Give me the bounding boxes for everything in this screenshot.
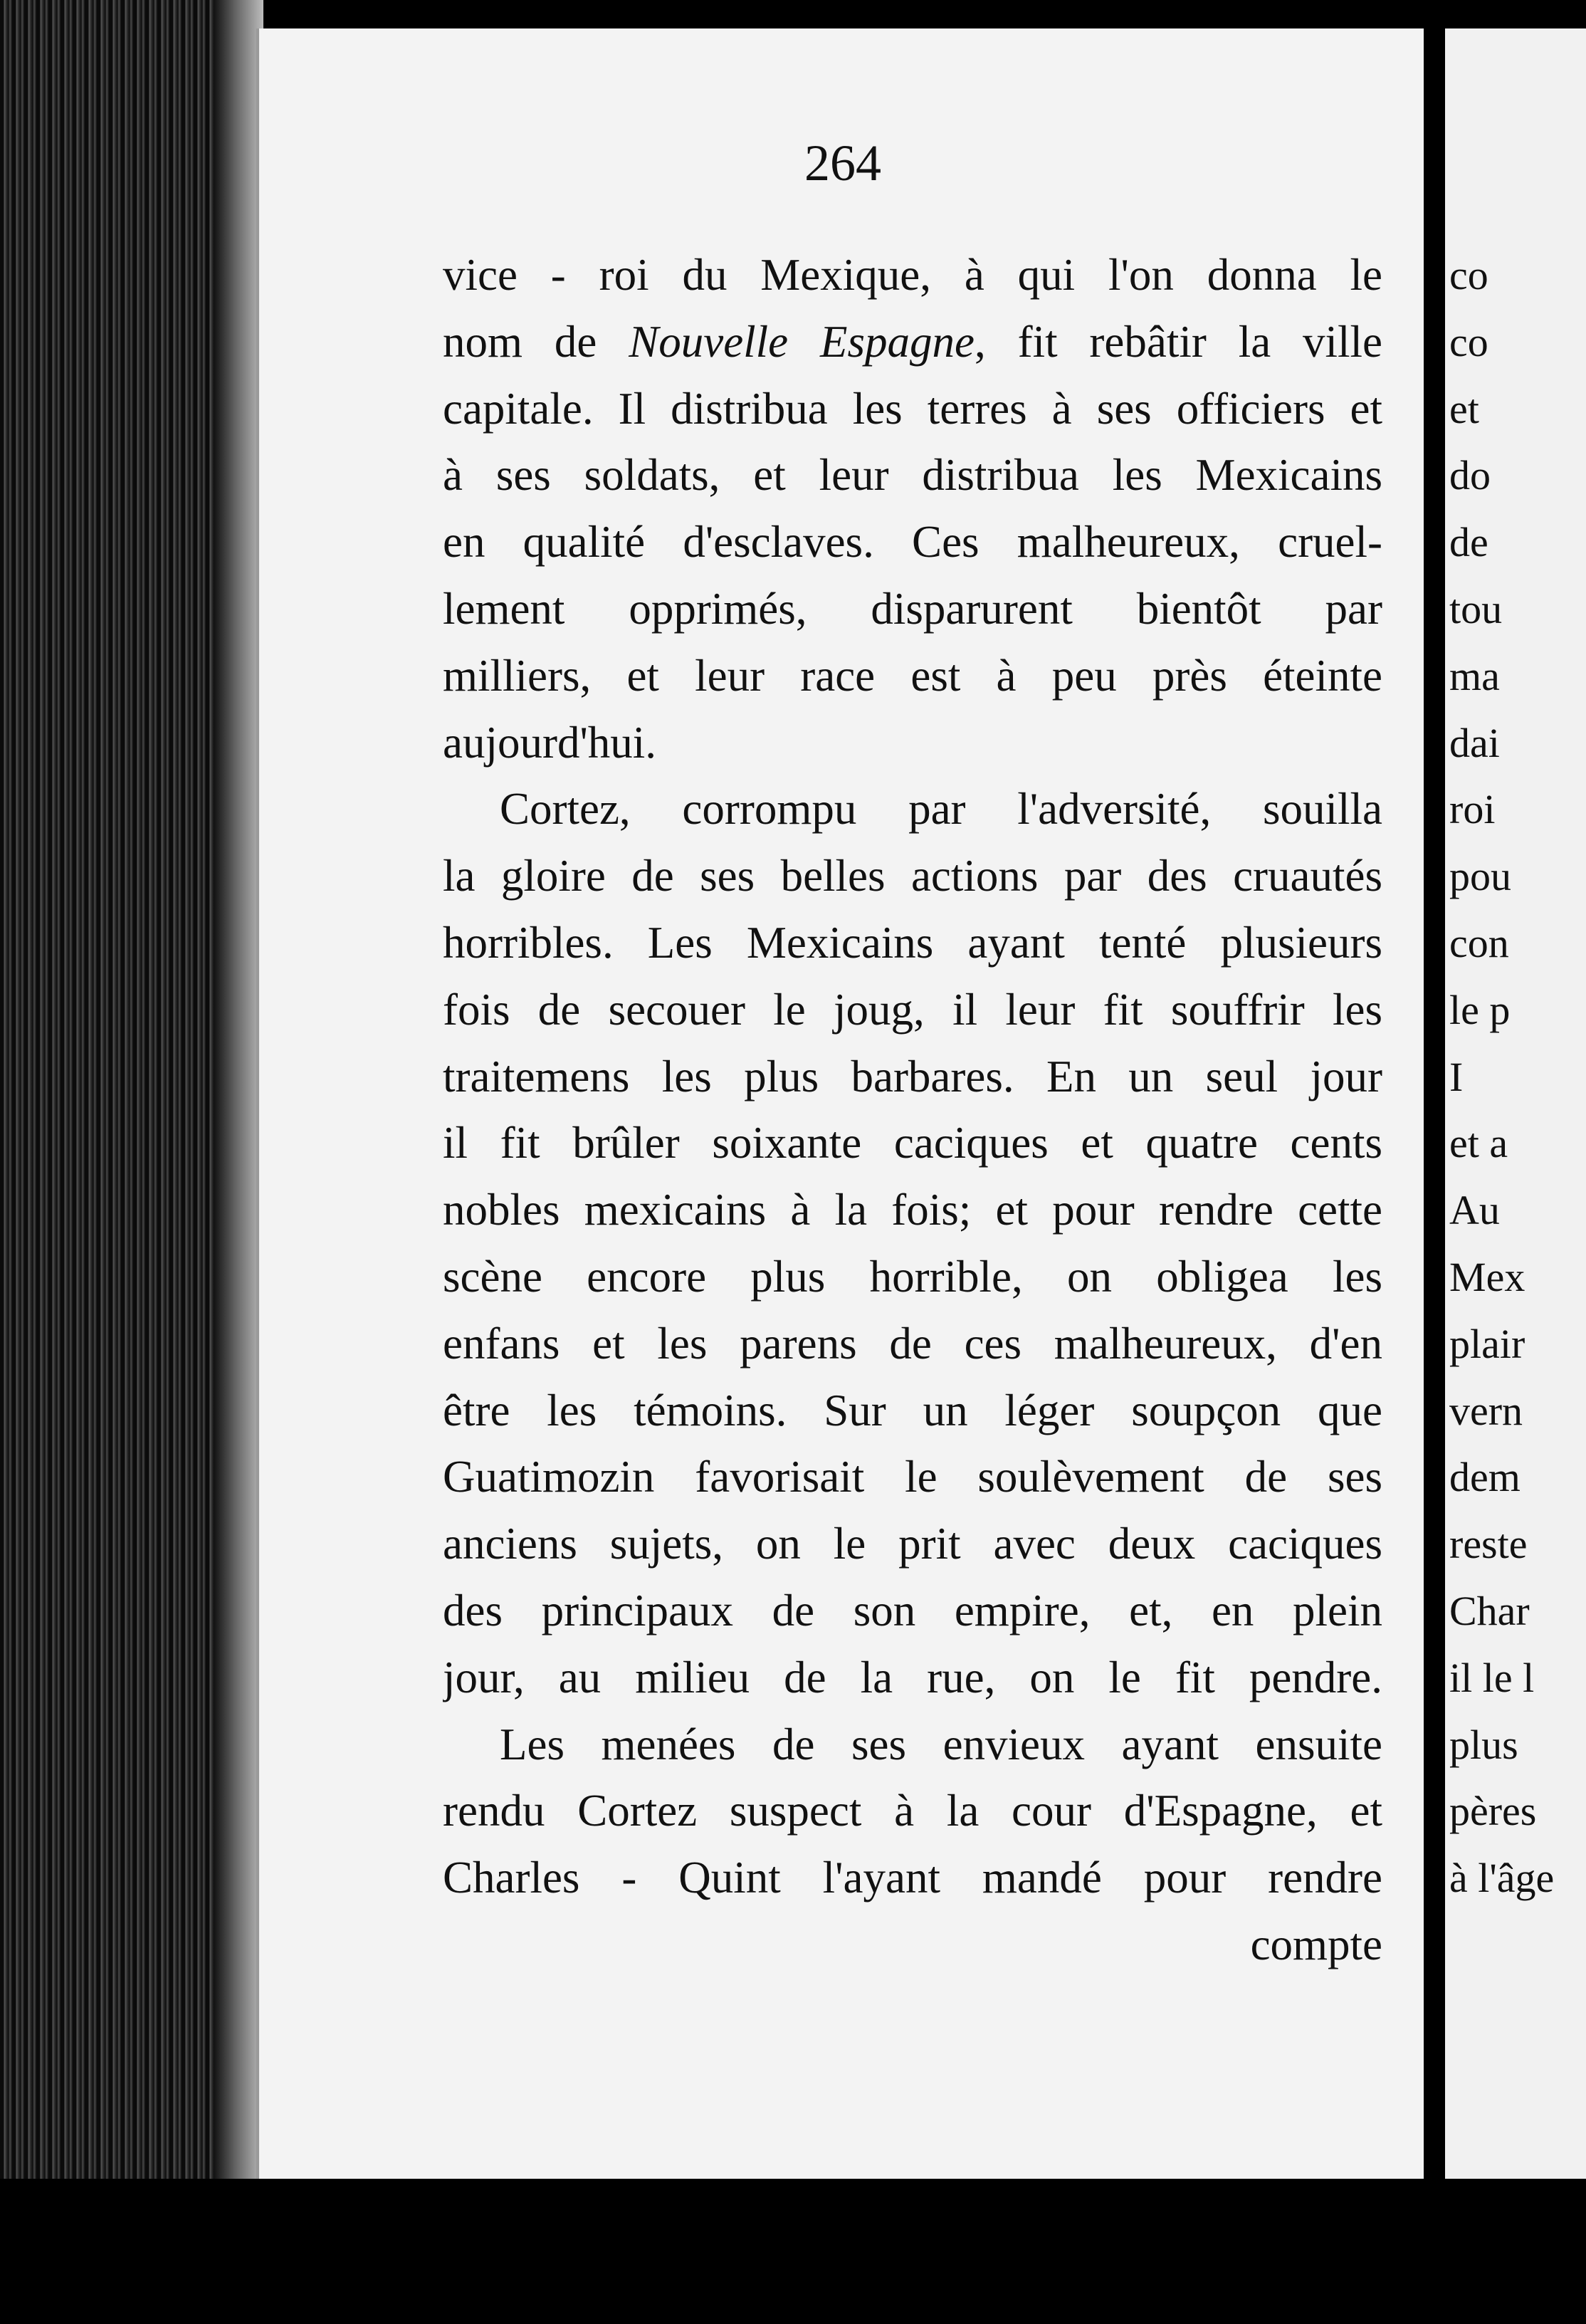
next-line-14: et a	[1449, 1120, 1508, 1167]
text-line-7: milliers, et leur race est à peu près éteinte	[443, 650, 1382, 701]
next-line-1: co	[1449, 252, 1488, 298]
text-line-2-italic: Nouvelle Espagne	[629, 316, 975, 367]
scan-bottom-border	[0, 2179, 1586, 2324]
page-text	[443, 242, 1382, 1979]
next-line-18: vern	[1449, 1387, 1523, 1434]
next-line-8: dai	[1449, 719, 1500, 766]
text-line-19: Guatimozin favorisait le soulèvement de ses	[443, 1452, 1382, 1502]
next-page-text	[1449, 242, 1586, 1912]
next-line-20: reste	[1449, 1521, 1528, 1568]
next-line-6: tou	[1449, 585, 1503, 632]
text-line-8: aujourd'hui.	[443, 717, 657, 768]
next-line-12: le p	[1449, 986, 1511, 1033]
text-line-15: nobles mexicains à la fois; et pour rendre cette	[443, 1185, 1382, 1235]
next-line-5: de	[1449, 519, 1488, 566]
text-line-10: la gloire de ses belles actions par des cruautés	[443, 851, 1382, 901]
next-line-11: con	[1449, 919, 1509, 966]
text-line-23: Les menées de ses envieux ayant ensuite	[500, 1719, 1382, 1769]
catchword: compte	[1250, 1919, 1382, 1969]
text-line-2	[443, 309, 1382, 376]
text-line-2-prefix: nom de	[443, 316, 597, 367]
next-line-25: à l'âge	[1449, 1855, 1555, 1902]
text-line-6: lement opprimés, disparurent bientôt par	[443, 583, 1382, 634]
next-line-15: Au	[1449, 1187, 1500, 1234]
next-line-16: Mex	[1449, 1253, 1525, 1300]
next-line-17: plair	[1449, 1320, 1525, 1367]
text-line-20: anciens sujets, on le prit avec deux caciques	[443, 1519, 1382, 1569]
text-line-11: horribles. Les Mexicains ayant tenté plusieurs	[443, 917, 1382, 968]
text-line-9: Cortez, corrompu par l'adversité, souilla	[500, 784, 1382, 834]
text-line-24: rendu Cortez suspect à la cour d'Espagne, et	[443, 1786, 1382, 1836]
text-line-1: vice - roi du Mexique, à qui l'on donna le	[443, 250, 1382, 300]
next-line-4: do	[1449, 452, 1491, 499]
text-line-25: Charles - Quint l'ayant mandé pour rendre	[443, 1853, 1382, 1903]
text-line-12: fois de secouer le joug, il leur fit souffrir les	[443, 984, 1382, 1035]
text-line-18: être les témoins. Sur un léger soupçon que	[443, 1385, 1382, 1435]
text-line-13: traitemens les plus barbares. En un seul jour	[443, 1051, 1382, 1101]
next-line-19: dem	[1449, 1454, 1521, 1501]
next-page-strip	[1445, 28, 1586, 2179]
text-line-2-suffix: , fit rebâtir la ville	[974, 316, 1382, 367]
next-line-7: ma	[1449, 652, 1500, 699]
text-line-16: scène encore plus horrible, on obligea les	[443, 1251, 1382, 1302]
next-line-10: pou	[1449, 853, 1511, 900]
next-line-3: et	[1449, 385, 1479, 432]
text-line-5: en qualité d'esclaves. Ces malheureux, cruel-	[443, 517, 1382, 567]
text-line-22: jour, au milieu de la rue, on le fit pendre.	[443, 1652, 1382, 1702]
next-line-9: roi	[1449, 786, 1496, 833]
text-line-21: des principaux de son empire, et, en plein	[443, 1585, 1382, 1635]
text-line-4: à ses soldats, et leur distribua les Mexicains	[443, 450, 1382, 501]
next-line-13: I	[1449, 1053, 1464, 1100]
book-page	[256, 28, 1427, 2179]
next-line-21: Char	[1449, 1587, 1530, 1634]
next-line-22: il le l	[1449, 1654, 1535, 1701]
page-divider	[1424, 0, 1445, 2324]
next-line-23: plus	[1449, 1721, 1518, 1768]
text-line-17: enfans et les parens de ces malheureux, d'en	[443, 1318, 1382, 1368]
next-line-2: co	[1449, 318, 1488, 365]
text-line-14: il fit brûler soixante caciques et quatre cents	[443, 1118, 1382, 1168]
next-line-24: pères	[1449, 1788, 1537, 1835]
text-line-3: capitale. Il distribua les terres à ses officiers et	[443, 383, 1382, 434]
page-number: 264	[804, 135, 881, 192]
